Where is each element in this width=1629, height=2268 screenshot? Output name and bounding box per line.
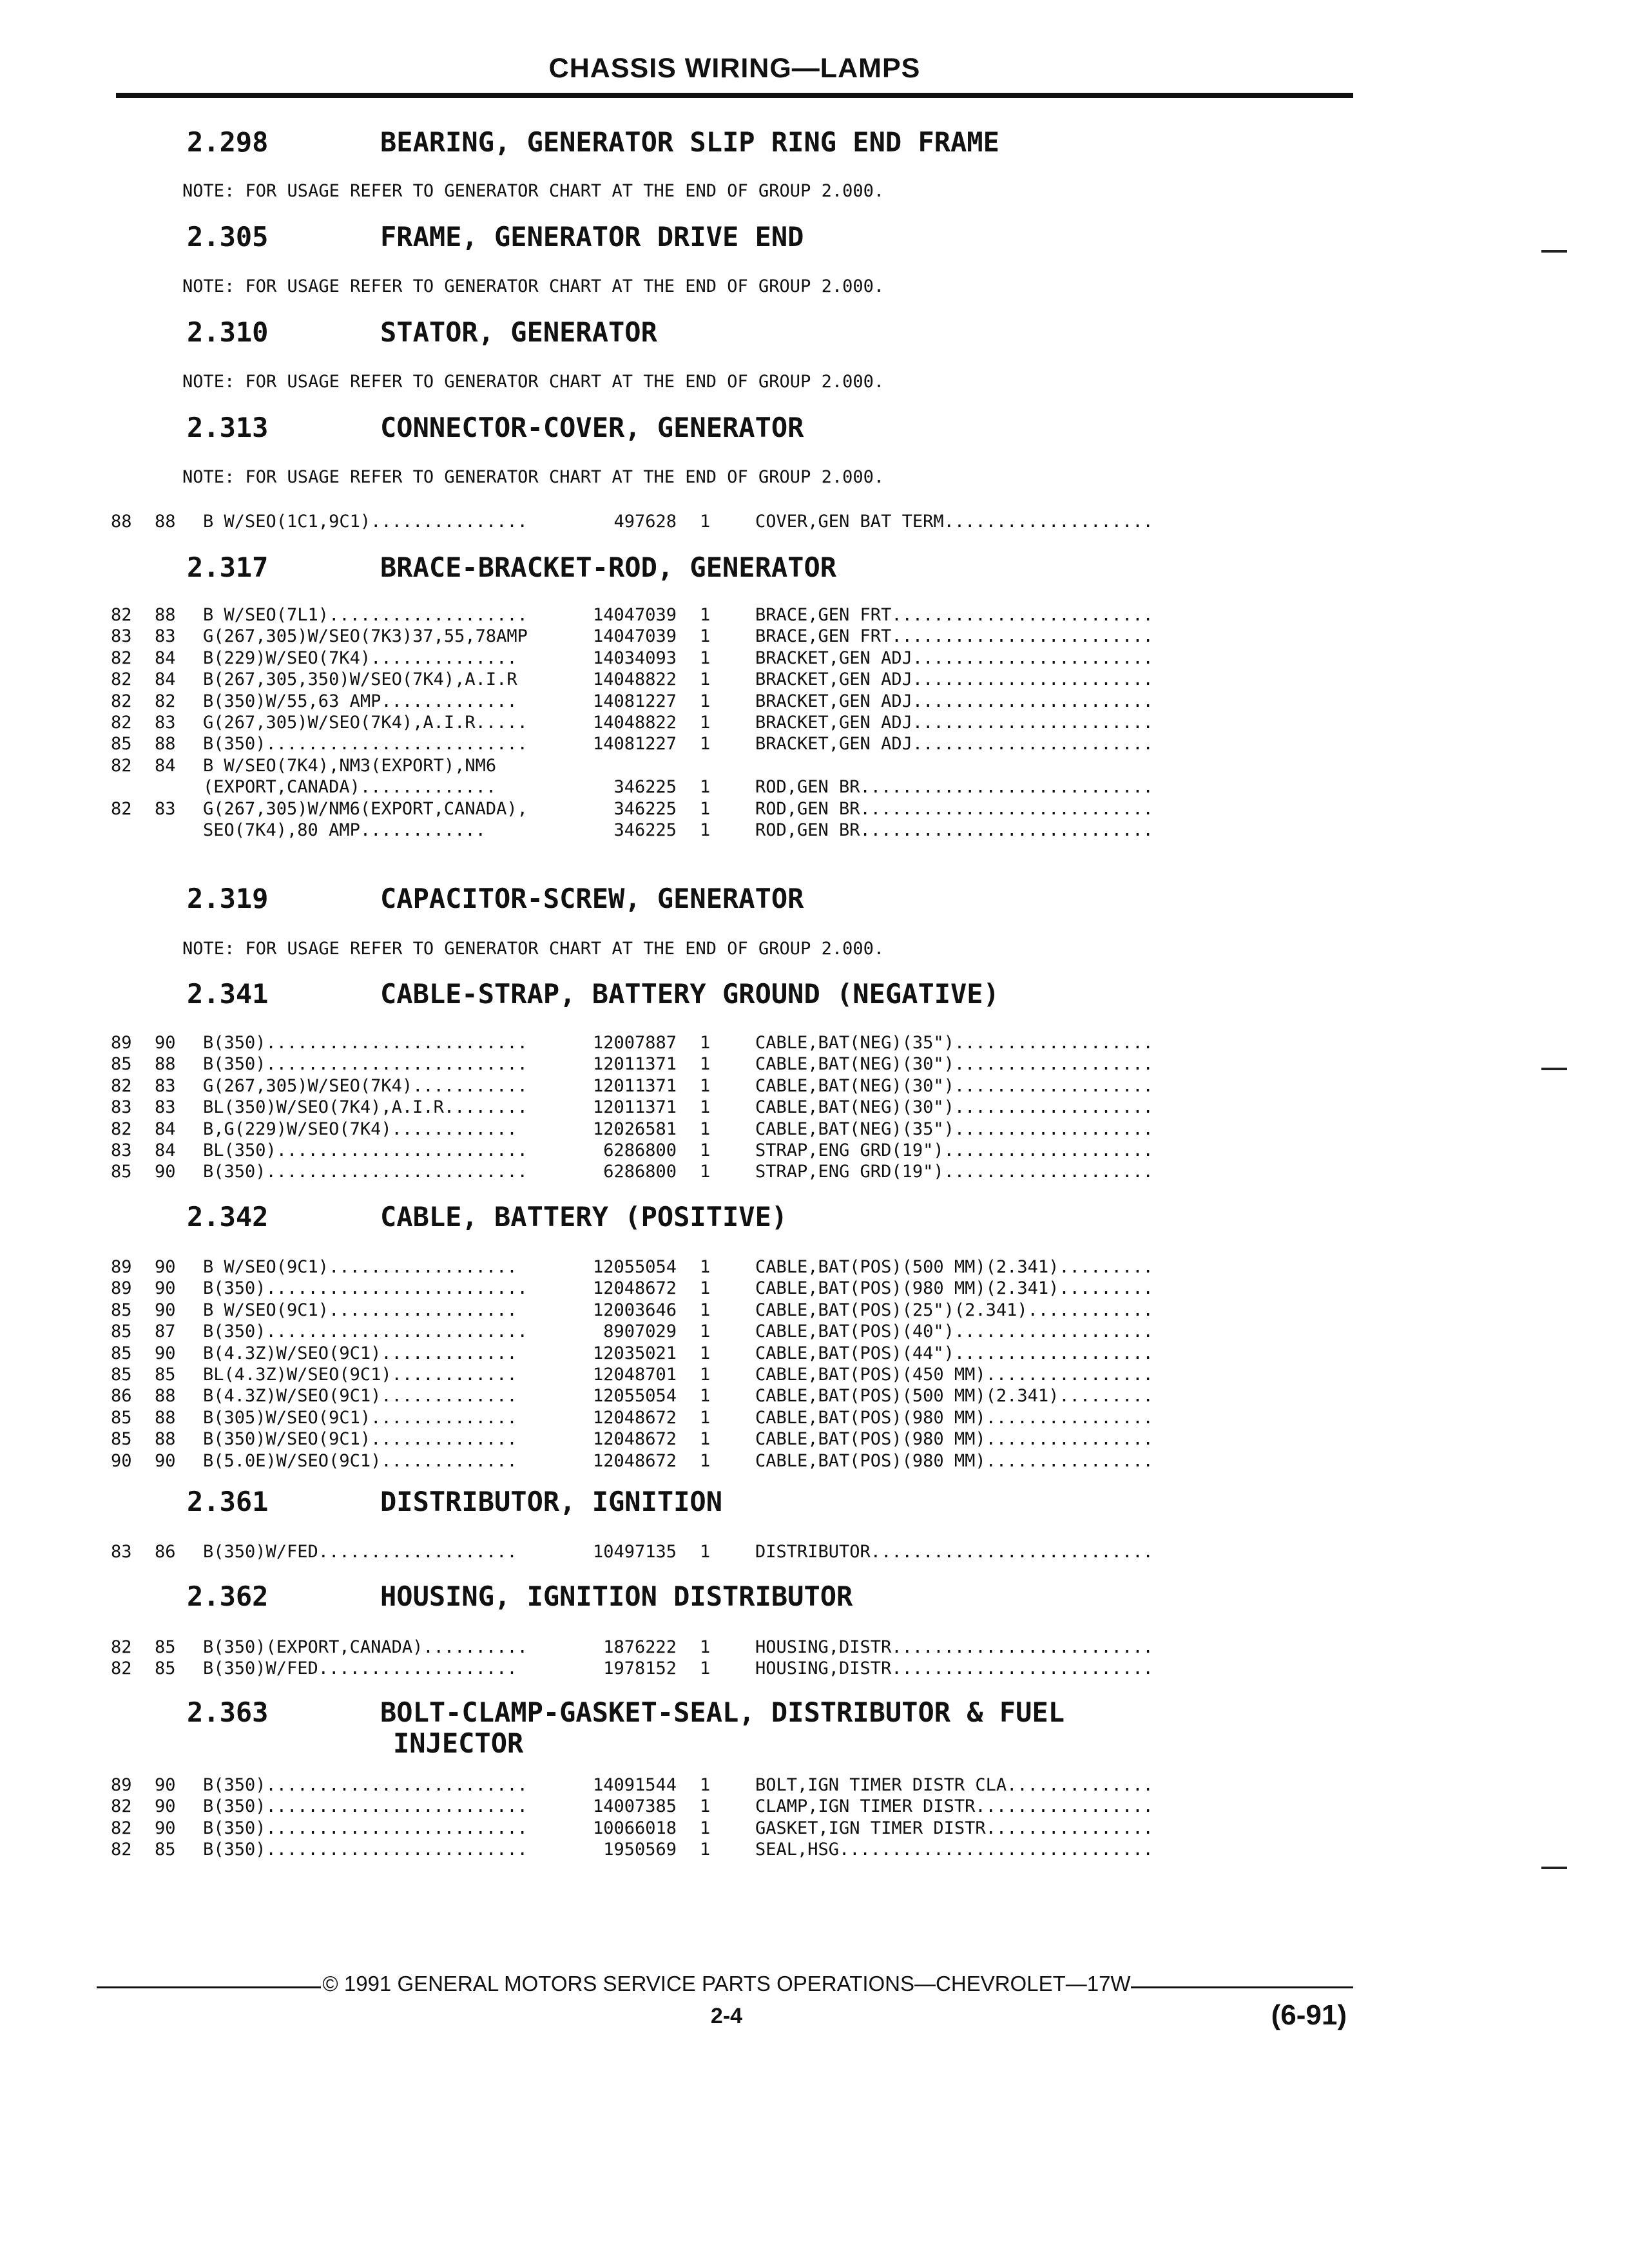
quantity: 1: [700, 626, 711, 647]
quantity: 1: [700, 798, 711, 819]
year-from: 89: [111, 1278, 132, 1299]
section-note: NOTE: FOR USAGE REFER TO GENERATOR CHART AT THE END OF GROUP 2.000.: [182, 939, 885, 959]
part-number: 346225: [613, 798, 677, 819]
year-to: 87: [155, 1321, 176, 1342]
application: B(4.3Z)W/SEO(9C1).............: [203, 1343, 517, 1363]
section-number: 2.363: [187, 1696, 269, 1728]
part-row: [0, 1256, 1629, 1278]
part-number: 12055054: [592, 1386, 677, 1407]
year-from: 83: [111, 1542, 132, 1562]
description: BRACE,GEN FRT.........................: [755, 605, 1153, 625]
section-title: STATOR, GENERATOR: [380, 316, 657, 348]
description: STRAP,ENG GRD(19")....................: [755, 1140, 1153, 1160]
description: CABLE,BAT(POS)(450 MM)................: [755, 1364, 1153, 1385]
application: B(350)W/55,63 AMP.............: [203, 691, 517, 711]
part-number: 14048822: [592, 712, 677, 733]
quantity: 1: [700, 1075, 711, 1096]
part-row: [0, 626, 1629, 647]
year-to: 90: [155, 1450, 176, 1471]
description: BRACKET,GEN ADJ.......................: [755, 734, 1153, 754]
year-to: 90: [155, 1033, 176, 1053]
quantity: 1: [700, 1140, 711, 1160]
quantity: 1: [700, 1162, 711, 1182]
part-row: [0, 1637, 1629, 1658]
margin-mark: [1541, 1867, 1567, 1869]
section-title: BOLT-CLAMP-GASKET-SEAL, DISTRIBUTOR & FUEL: [380, 1696, 1065, 1728]
quantity: 1: [700, 1119, 711, 1139]
year-from: 86: [111, 1386, 132, 1407]
year-to: 88: [155, 1429, 176, 1450]
part-row: [0, 1343, 1629, 1364]
description: ROD,GEN BR............................: [755, 820, 1153, 840]
section-number: 2.317: [187, 552, 269, 583]
quantity: 1: [700, 1054, 711, 1075]
quantity: 1: [700, 648, 711, 668]
footer-rule: [1131, 1986, 1353, 1988]
application: B(350)W/FED...................: [203, 1658, 517, 1679]
footer-copyright: © 1991 GENERAL MOTORS SERVICE PARTS OPERATIONS—CHEVROLET—17W: [322, 1972, 1131, 1995]
year-to: 90: [155, 1162, 176, 1182]
description: CABLE,BAT(NEG)(35")...................: [755, 1119, 1153, 1139]
part-number: 346225: [613, 820, 677, 840]
section-title-continued: INJECTOR: [393, 1727, 524, 1759]
part-number: 12048672: [592, 1278, 677, 1299]
year-to: 88: [155, 512, 176, 532]
quantity: 1: [700, 1407, 711, 1428]
part-row: [0, 798, 1629, 820]
part-row: [0, 1161, 1629, 1182]
section-heading: [187, 1696, 1218, 1761]
part-number: 1876222: [603, 1637, 677, 1657]
part-number: 12011371: [592, 1097, 677, 1118]
quantity: 1: [700, 1796, 711, 1817]
parts-list: [0, 1541, 1629, 1562]
quantity: 1: [700, 1033, 711, 1053]
description: BRACKET,GEN ADJ.......................: [755, 669, 1153, 690]
description: DISTRIBUTOR...........................: [755, 1542, 1153, 1562]
part-row: [0, 648, 1629, 669]
description: CABLE,BAT(POS)(44")...................: [755, 1343, 1153, 1363]
quantity: 1: [700, 1321, 711, 1342]
quantity: 1: [700, 1429, 711, 1450]
quantity: 1: [700, 1278, 711, 1299]
application: G(267,305)W/SEO(7K3)37,55,78AMP: [203, 626, 528, 647]
section-number: 2.305: [187, 221, 269, 253]
part-row: [0, 1032, 1629, 1053]
application: (EXPORT,CANADA).............: [203, 777, 497, 798]
description: CLAMP,IGN TIMER DISTR.................: [755, 1796, 1153, 1817]
year-from: 82: [111, 1658, 132, 1679]
part-number: 14034093: [592, 648, 677, 668]
part-row: [0, 820, 1629, 841]
year-to: 85: [155, 1840, 176, 1860]
part-row: [0, 1140, 1629, 1161]
description: BRACKET,GEN ADJ.......................: [755, 712, 1153, 733]
section-number: 2.361: [187, 1486, 269, 1517]
margin-mark: [1541, 250, 1567, 253]
part-number: 1950569: [603, 1840, 677, 1860]
description: BRACE,GEN FRT.........................: [755, 626, 1153, 647]
part-row: [0, 1321, 1629, 1342]
year-to: 84: [155, 1140, 176, 1160]
year-to: 83: [155, 626, 176, 647]
section-title: DISTRIBUTOR, IGNITION: [380, 1486, 723, 1517]
part-number: 14081227: [592, 734, 677, 754]
quantity: 1: [700, 1542, 711, 1562]
year-to: 90: [155, 1257, 176, 1277]
year-from: 85: [111, 1321, 132, 1342]
year-from: 85: [111, 1364, 132, 1385]
part-row: [0, 1097, 1629, 1118]
application: BL(350)........................: [203, 1140, 528, 1160]
section-title: CONNECTOR-COVER, GENERATOR: [380, 412, 804, 443]
year-to: 90: [155, 1343, 176, 1363]
description: BRACKET,GEN ADJ.......................: [755, 648, 1153, 668]
description: CABLE,BAT(NEG)(30")...................: [755, 1097, 1153, 1118]
part-number: 10497135: [592, 1542, 677, 1562]
part-row: [0, 1119, 1629, 1140]
application: B(350)W/SEO(9C1)..............: [203, 1429, 517, 1450]
part-number: 12035021: [592, 1343, 677, 1363]
year-to: 83: [155, 798, 176, 819]
parts-list: [0, 1637, 1629, 1680]
part-number: 6286800: [603, 1162, 677, 1182]
header-rule: [116, 93, 1353, 98]
quantity: 1: [700, 1343, 711, 1363]
application: SEO(7K4),80 AMP............: [203, 820, 486, 840]
quantity: 1: [700, 605, 711, 625]
quantity: 1: [700, 512, 711, 532]
year-from: 82: [111, 1818, 132, 1838]
quantity: 1: [700, 1300, 711, 1320]
section-title: HOUSING, IGNITION DISTRIBUTOR: [380, 1581, 853, 1612]
section-number: 2.298: [187, 126, 269, 158]
quantity: 1: [700, 1658, 711, 1679]
application: B(229)W/SEO(7K4)..............: [203, 648, 517, 668]
application: B W/SEO(9C1)..................: [203, 1257, 517, 1277]
part-number: 497628: [613, 512, 677, 532]
part-row: [0, 604, 1629, 626]
parts-list: [0, 511, 1629, 532]
footer-rule: [97, 1986, 321, 1988]
application: B(350).........................: [203, 1796, 528, 1817]
application: B(350).........................: [203, 734, 528, 754]
year-from: 85: [111, 734, 132, 754]
year-from: 83: [111, 1097, 132, 1118]
year-to: 85: [155, 1658, 176, 1679]
application: BL(350)W/SEO(7K4),A.I.R........: [203, 1097, 528, 1118]
part-number: 14081227: [592, 691, 677, 711]
quantity: 1: [700, 1775, 711, 1795]
year-from: 85: [111, 1162, 132, 1182]
quantity: 1: [700, 1637, 711, 1657]
part-row: [0, 1796, 1629, 1817]
quantity: 1: [700, 1364, 711, 1385]
part-number: 346225: [613, 777, 677, 798]
year-to: 88: [155, 1386, 176, 1407]
section-note: NOTE: FOR USAGE REFER TO GENERATOR CHART AT THE END OF GROUP 2.000.: [182, 276, 885, 296]
part-number: 12048672: [592, 1407, 677, 1428]
year-to: 88: [155, 1407, 176, 1428]
application: G(267,305)W/SEO(7K4)...........: [203, 1075, 528, 1096]
year-from: 83: [111, 626, 132, 647]
application: BL(4.3Z)W/SEO(9C1)............: [203, 1364, 517, 1385]
application: B W/SEO(7K4),NM3(EXPORT),NM6: [203, 755, 497, 776]
part-row: [0, 1818, 1629, 1839]
part-number: 12048672: [592, 1450, 677, 1471]
description: CABLE,BAT(POS)(980 MM)................: [755, 1429, 1153, 1450]
part-row: [0, 511, 1629, 532]
quantity: 1: [700, 1840, 711, 1860]
year-to: 84: [155, 648, 176, 668]
year-from: 85: [111, 1429, 132, 1450]
year-from: 85: [111, 1300, 132, 1320]
year-from: 82: [111, 669, 132, 690]
section-title: FRAME, GENERATOR DRIVE END: [380, 221, 804, 253]
quantity: 1: [700, 1257, 711, 1277]
part-number: 1978152: [603, 1658, 677, 1679]
quantity: 1: [700, 734, 711, 754]
year-to: 82: [155, 691, 176, 711]
description: ROD,GEN BR............................: [755, 798, 1153, 819]
quantity: 1: [700, 1818, 711, 1838]
description: STRAP,ENG GRD(19")....................: [755, 1162, 1153, 1182]
description: CABLE,BAT(NEG)(30")...................: [755, 1075, 1153, 1096]
year-to: 88: [155, 734, 176, 754]
year-from: 83: [111, 1140, 132, 1160]
year-to: 84: [155, 1119, 176, 1139]
quantity: 1: [700, 1386, 711, 1407]
description: CABLE,BAT(NEG)(30")...................: [755, 1054, 1153, 1075]
year-from: 88: [111, 512, 132, 532]
application: B(350).........................: [203, 1321, 528, 1342]
application: B(350).........................: [203, 1818, 528, 1838]
description: HOUSING,DISTR.........................: [755, 1637, 1153, 1657]
year-from: 90: [111, 1450, 132, 1471]
part-row: [0, 1774, 1629, 1796]
year-to: 88: [155, 1054, 176, 1075]
part-number: 6286800: [603, 1140, 677, 1160]
section-note: NOTE: FOR USAGE REFER TO GENERATOR CHART AT THE END OF GROUP 2.000.: [182, 372, 885, 392]
revision-date: (6-91): [1271, 1999, 1347, 2031]
year-from: 85: [111, 1407, 132, 1428]
application: B W/SEO(7L1)...................: [203, 605, 528, 625]
description: ROD,GEN BR............................: [755, 777, 1153, 798]
part-row: [0, 691, 1629, 712]
section-number: 2.313: [187, 412, 269, 443]
year-to: 86: [155, 1542, 176, 1562]
part-number: 14047039: [592, 605, 677, 625]
description: BRACKET,GEN ADJ.......................: [755, 691, 1153, 711]
description: CABLE,BAT(POS)(980 MM)................: [755, 1450, 1153, 1471]
part-number: 12007887: [592, 1033, 677, 1053]
application: B(350).........................: [203, 1054, 528, 1075]
application: B(350).........................: [203, 1278, 528, 1299]
quantity: 1: [700, 691, 711, 711]
part-number: 8907029: [603, 1321, 677, 1342]
year-from: 89: [111, 1257, 132, 1277]
section-title: CABLE-STRAP, BATTERY GROUND (NEGATIVE): [380, 978, 999, 1010]
year-from: 82: [111, 798, 132, 819]
year-to: 90: [155, 1796, 176, 1817]
description: GASKET,IGN TIMER DISTR................: [755, 1818, 1153, 1838]
part-number: 12048672: [592, 1429, 677, 1450]
part-row: [0, 1428, 1629, 1450]
quantity: 1: [700, 712, 711, 733]
section-note: NOTE: FOR USAGE REFER TO GENERATOR CHART AT THE END OF GROUP 2.000.: [182, 181, 885, 201]
description: BOLT,IGN TIMER DISTR CLA..............: [755, 1775, 1153, 1795]
application: B(350).........................: [203, 1840, 528, 1860]
year-to: 85: [155, 1364, 176, 1385]
part-row: [0, 776, 1629, 798]
part-number: 12011371: [592, 1054, 677, 1075]
part-row: [0, 712, 1629, 733]
year-from: 82: [111, 712, 132, 733]
section-number: 2.362: [187, 1581, 269, 1612]
part-number: 12055054: [592, 1257, 677, 1277]
application: G(267,305)W/SEO(7K4),A.I.R.....: [203, 712, 528, 733]
part-row: [0, 755, 1629, 776]
section-note: NOTE: FOR USAGE REFER TO GENERATOR CHART AT THE END OF GROUP 2.000.: [182, 467, 885, 487]
section-title: BRACE-BRACKET-ROD, GENERATOR: [380, 552, 837, 583]
year-to: 85: [155, 1637, 176, 1657]
part-row: [0, 669, 1629, 690]
application: B(350).........................: [203, 1162, 528, 1182]
description: COVER,GEN BAT TERM....................: [755, 512, 1153, 532]
year-to: 88: [155, 605, 176, 625]
quantity: 1: [700, 1450, 711, 1471]
year-from: 89: [111, 1775, 132, 1795]
year-to: 90: [155, 1278, 176, 1299]
part-row: [0, 1450, 1629, 1472]
description: SEAL,HSG..............................: [755, 1840, 1153, 1860]
year-from: 89: [111, 1033, 132, 1053]
part-number: 14048822: [592, 669, 677, 690]
section-title: CAPACITOR-SCREW, GENERATOR: [380, 883, 804, 914]
application: B(350)(EXPORT,CANADA)..........: [203, 1637, 528, 1657]
part-number: 14047039: [592, 626, 677, 647]
part-row: [0, 1839, 1629, 1860]
description: CABLE,BAT(POS)(980 MM)(2.341).........: [755, 1278, 1153, 1299]
application: B(350)W/FED...................: [203, 1542, 517, 1562]
section-number: 2.341: [187, 978, 269, 1010]
year-to: 90: [155, 1775, 176, 1795]
part-row: [0, 1407, 1629, 1428]
page-title: CHASSIS WIRING—LAMPS: [548, 53, 921, 84]
quantity: 1: [700, 777, 711, 798]
part-number: 12011371: [592, 1075, 677, 1096]
year-from: 82: [111, 1840, 132, 1860]
description: CABLE,BAT(NEG)(35")...................: [755, 1033, 1153, 1053]
part-row: [0, 1053, 1629, 1075]
year-to: 83: [155, 1097, 176, 1118]
year-from: 82: [111, 1075, 132, 1096]
year-from: 85: [111, 1343, 132, 1363]
year-to: 84: [155, 755, 176, 776]
section-title: BEARING, GENERATOR SLIP RING END FRAME: [380, 126, 999, 158]
application: B(267,305,350)W/SEO(7K4),A.I.R: [203, 669, 517, 690]
part-number: 14007385: [592, 1796, 677, 1817]
application: B(5.0E)W/SEO(9C1).............: [203, 1450, 517, 1471]
part-row: [0, 1385, 1629, 1407]
quantity: 1: [700, 820, 711, 840]
description: CABLE,BAT(POS)(500 MM)(2.341).........: [755, 1386, 1153, 1407]
year-from: 82: [111, 1796, 132, 1817]
application: B,G(229)W/SEO(7K4)............: [203, 1119, 517, 1139]
year-from: 82: [111, 648, 132, 668]
part-number: 12048701: [592, 1364, 677, 1385]
parts-list: [0, 604, 1629, 841]
year-to: 83: [155, 712, 176, 733]
year-from: 82: [111, 691, 132, 711]
application: G(267,305)W/NM6(EXPORT,CANADA),: [203, 798, 528, 819]
part-row: [0, 1278, 1629, 1299]
year-to: 90: [155, 1300, 176, 1320]
parts-list: [0, 1032, 1629, 1183]
application: B(350).........................: [203, 1033, 528, 1053]
year-from: 82: [111, 755, 132, 776]
application: B(4.3Z)W/SEO(9C1).............: [203, 1386, 517, 1407]
part-row: [0, 1364, 1629, 1385]
year-to: 84: [155, 669, 176, 690]
part-row: [0, 733, 1629, 754]
year-to: 90: [155, 1818, 176, 1838]
margin-mark: [1541, 1068, 1567, 1070]
quantity: 1: [700, 669, 711, 690]
section-number: 2.342: [187, 1201, 269, 1233]
part-row: [0, 1658, 1629, 1679]
part-number: 12026581: [592, 1119, 677, 1139]
part-row: [0, 1300, 1629, 1321]
description: CABLE,BAT(POS)(980 MM)................: [755, 1407, 1153, 1428]
part-number: 10066018: [592, 1818, 677, 1838]
part-row: [0, 1541, 1629, 1562]
year-from: 82: [111, 1119, 132, 1139]
application: B(350).........................: [203, 1775, 528, 1795]
page-number: 2-4: [710, 2004, 743, 2028]
application: B(305)W/SEO(9C1)..............: [203, 1407, 517, 1428]
year-from: 82: [111, 605, 132, 625]
description: CABLE,BAT(POS)(40")...................: [755, 1321, 1153, 1342]
part-number: 12003646: [592, 1300, 677, 1320]
parts-list: [0, 1774, 1629, 1861]
application: B W/SEO(9C1)..................: [203, 1300, 517, 1320]
quantity: 1: [700, 1097, 711, 1118]
description: HOUSING,DISTR.........................: [755, 1658, 1153, 1679]
year-from: 85: [111, 1054, 132, 1075]
parts-list: [0, 1256, 1629, 1472]
section-number: 2.310: [187, 316, 269, 348]
year-from: 82: [111, 1637, 132, 1657]
section-number: 2.319: [187, 883, 269, 914]
description: CABLE,BAT(POS)(25")(2.341)............: [755, 1300, 1153, 1320]
part-row: [0, 1075, 1629, 1097]
section-title: CABLE, BATTERY (POSITIVE): [380, 1201, 788, 1233]
part-number: 14091544: [592, 1775, 677, 1795]
application: B W/SEO(1C1,9C1)...............: [203, 512, 528, 532]
year-to: 83: [155, 1075, 176, 1096]
description: CABLE,BAT(POS)(500 MM)(2.341).........: [755, 1257, 1153, 1277]
